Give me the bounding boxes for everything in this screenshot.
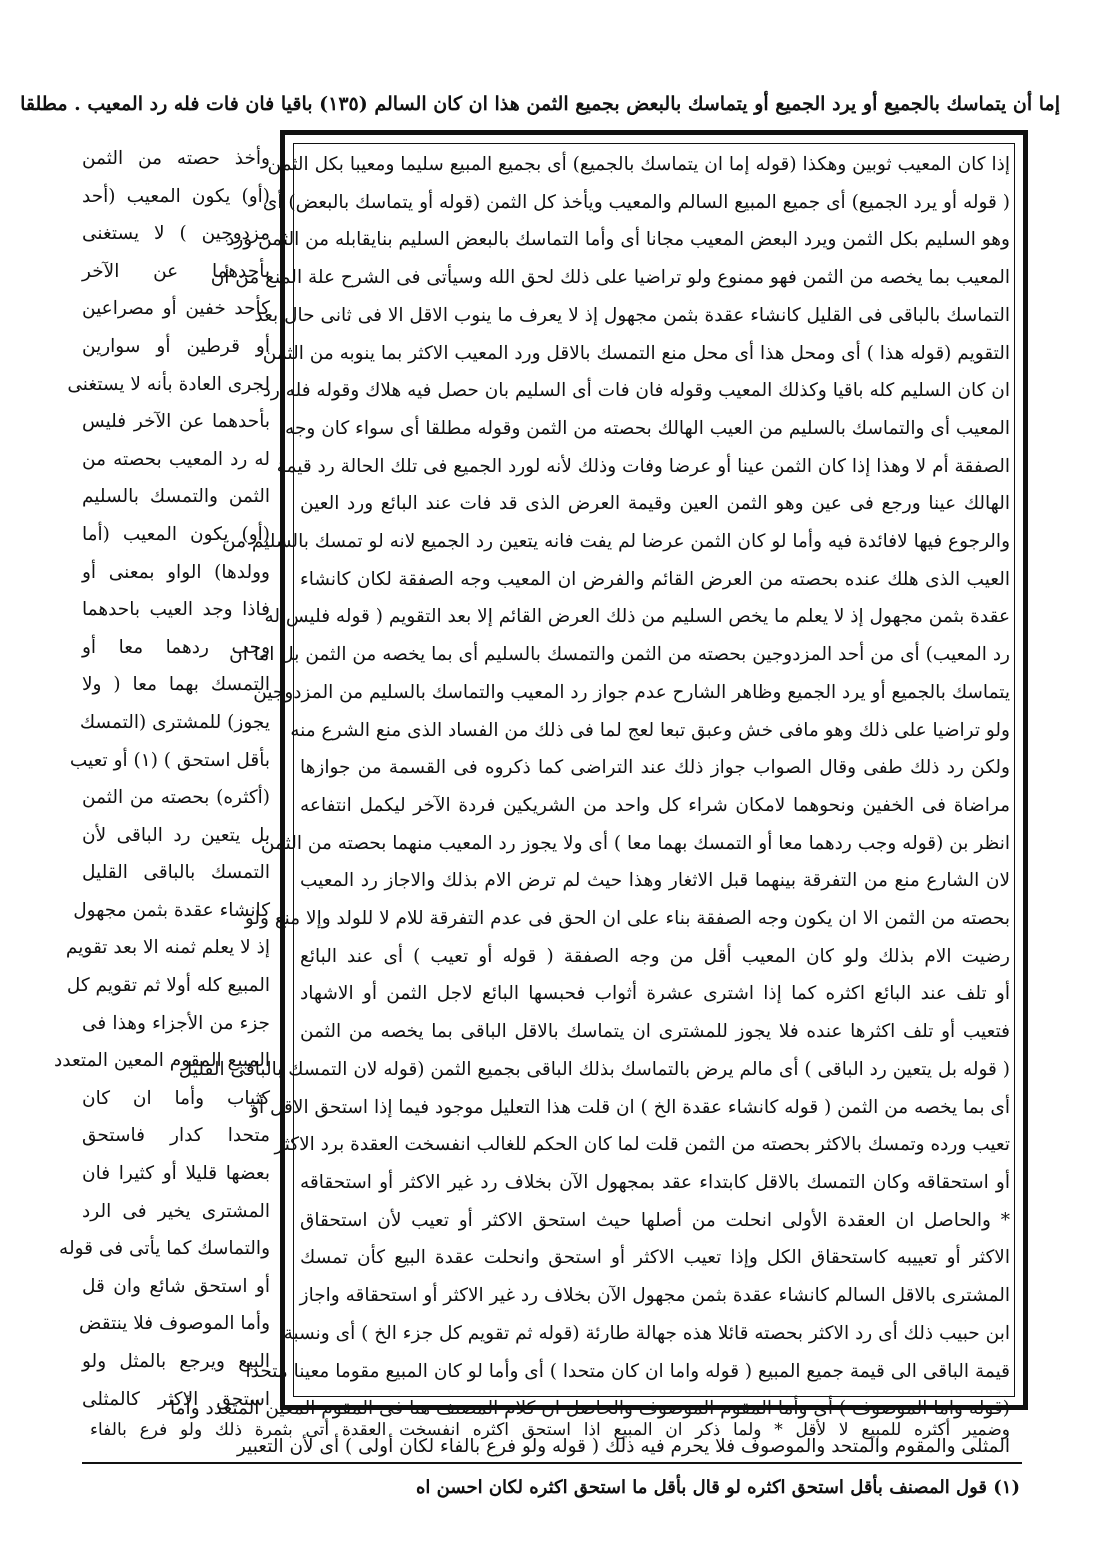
page-header: إما أن يتماسك بالجميع أو يرد الجميع أو يتماسك بالبعض بجميع الثمن هذا ان كان السالم (١٣٥) باقيا فان فات فله رد المعيب . مطلقا xyxy=(20,93,1060,115)
commentary-line: عقدة بثمن مجهول إذ لا يعلم ما يخص السليم من ذلك العرض القائم إلا بعد التقويم ( قوله فليس له xyxy=(264,606,1010,628)
commentary-line: رضيت الام بذلك ولو كان المعيب أقل من وجه الصفقة ( قوله أو تعيب ) أى عند البائع xyxy=(300,945,1010,967)
main-text-line: مزدوجين ) لا يستغنى xyxy=(82,223,270,245)
commentary-line: العيب الذى هلك عنده بحصته من العرض القائم والفرض ان المعيب وجه الصفقة لكان كانشاء xyxy=(300,568,1010,590)
commentary-line: ابن حبيب ذلك أى رد الاكثر بحصته قائلا هذه جهالة طارئة (قوله ثم تقويم كل جزء الخ ) أى ونسبة xyxy=(283,1322,1010,1344)
main-text-column xyxy=(54,140,270,1410)
commentary-line: مراضاة فى الخفين ونحوهما لامكان شراء كل واحد من الشريكين فردة الآخر ليكمل انتفاعه xyxy=(300,794,1010,816)
main-text-line: البيع ويرجع بالمثل ولو xyxy=(82,1351,270,1372)
commentary-line: أى بما يخصه من الثمن ( قوله كانشاء عقدة الخ ) ان قلت هذا التعليل موجود فيما إذا استحق الاقل أو xyxy=(250,1096,1010,1118)
main-text-line: بعضها قليلا أو كثيرا فان xyxy=(82,1163,270,1185)
main-text-line: المبيع كله أولا ثم تقويم كل xyxy=(66,975,270,997)
commentary-line: لان الشارع منع من التفرقة بينهما قبل الاثغار وهذا حيث لم ترض الام بذلك والاجاز رد المعيب xyxy=(300,870,1010,892)
commentary-line: وهو السليم بكل الثمن ويرد البعض المعيب مجانا أى وأما التماسك بالبعض السليم بنايقابله من الثمن ورد xyxy=(226,229,1010,251)
main-text-line: وأما الموصوف فلا ينتقض xyxy=(79,1313,270,1335)
main-text-line: بل يتعين رد الباقى لأن xyxy=(82,824,270,846)
main-text-line: الثمن والتمسك بالسليم xyxy=(82,486,270,508)
main-text-line: كثياب وأما ان كان xyxy=(82,1087,270,1109)
commentary-line: المعيب أى والتماسك بالسليم من العيب الهالك بحصته من الثمن وقوله مطلقا أى سواء كان وجه xyxy=(285,417,1010,439)
footnote-divider xyxy=(82,1462,1022,1464)
commentary-line: ان كان السليم كله باقيا وكذلك المعيب وقوله فان فات أى السليم بان حصل فيه هلاك وقوله فله رد xyxy=(262,380,1010,402)
commentary-line: إذا كان المعيب ثوبين وهكذا (قوله إما ان يتماسك بالجميع) أى بجميع المبيع سليما ومعيبا بكل الثمن xyxy=(267,154,1010,175)
main-text-line: وجب ردهما معا أو xyxy=(82,636,270,658)
commentary-line: التماسك بالباقى فى القليل كانشاء عقدة بثمن مجهول إذ لا يعرف ما ينوب الاقل الا فى ثانى حال بعد xyxy=(254,304,1010,326)
commentary-line: الهالك عينا ورجع فى عين وهو الثمن العين وقيمة العرض الذى قد فات عند البائع ورد العين xyxy=(300,493,1010,515)
main-text-line: التمسك بالباقى القليل xyxy=(82,862,270,884)
main-text-line: (أكثره) بحصته من الثمن xyxy=(82,787,270,809)
commentary-line: الصفقة أم لا وهذا إذا كان الثمن عينا أو عرضا وفات وذلك لأنه لورد الجميع فى تلك الحالة رد قيمة xyxy=(276,455,1010,477)
commentary-line: المعيب بما يخصه من الثمن فهو ممنوع ولو تراضيا على ذلك لحق الله وسيأتى فى الشرح علة المنع من أن xyxy=(210,267,1010,289)
commentary-line: ( قوله أو يرد الجميع) أى جميع المبيع السالم والمعيب ويأخذ كل الثمن (قوله أو يتماسك بالبعض) أى xyxy=(262,191,1010,213)
main-text-line: أو استحق شائع وان قل xyxy=(82,1275,270,1297)
commentary-line: يتماسك بالجميع أو يرد الجميع وظاهر الشارح عدم جواز رد المعيب والتماسك بالسليم من المزدوجين xyxy=(253,681,1010,703)
commentary-line: فتعيب أو تلف اكثرها عنده فلا يجوز للمشترى ان يتماسك بالاقل الباقى بما يخصه من الثمن xyxy=(300,1021,1010,1043)
main-text-line: استحق الاكثر كالمثلى xyxy=(82,1388,270,1410)
commentary-line: المثلى والمقوم والمتحد والموصوف فلا يحرم فيه ذلك ( قوله ولو فرع بالفاء لكان أولى ) أى لأن التعبير xyxy=(236,1435,1010,1457)
commentary-line: بحصته من الثمن الا ان يكون وجه الصفقة بناء على ان الحق فى عدم التفرقة للام لا للولد وإلا منع ولو xyxy=(244,908,1010,930)
commentary-line: الاكثر أو تعييبه كاستحقاق الكل وإذا تعيب الاكثر أو استحق وانحلت عقدة البيع كأن تمسك xyxy=(300,1247,1010,1269)
main-text-line: جزء من الأجزاء وهذا فى xyxy=(82,1012,270,1034)
commentary-line: أو استحقاقه وكان التمسك بالاقل كابتداء عقد بمجهول الآن بخلاف رد غير الاكثر أو استحقاقه xyxy=(300,1171,1010,1193)
main-text-line: والتماسك كما يأتى فى قوله xyxy=(59,1238,270,1260)
main-text-line: له رد المعيب بحصته من xyxy=(82,448,270,470)
commentary-line: * والحاصل ان العقدة الأولى انحلت من أصلها حيث استحق الاكثر أو تعيب لأن استحقاق xyxy=(300,1209,1010,1231)
main-text-line: المبيع المقوم المعين المتعدد xyxy=(54,1050,270,1072)
commentary-line: قيمة الباقى الى قيمة جميع المبيع ( قوله واما ان كان متحدا ) أى وأما لو كان المبيع مقوما معينا متحدا xyxy=(245,1360,1010,1382)
commentary-line: انظر بن (قوله وجب ردهما معا أو التمسك بهما معا ) أى ولا يجوز رد المعيب منهما بحصته من الثمن xyxy=(260,832,1010,854)
main-text-line: كأحد خفين أو مصراعين xyxy=(82,298,270,320)
main-text-line: بأحدهما عن الآخر xyxy=(82,260,270,282)
footnote: (١) قول المصنف بأقل استحق اكثره لو قال بأقل ما استحق اكثره لكان احسن اه xyxy=(415,1477,1020,1498)
main-text-line: لجرى العادة بأنه لا يستغنى xyxy=(67,373,270,395)
main-text-line: أو قرطين أو سوارين xyxy=(82,335,270,357)
main-text-line: المشترى يخير فى الرد xyxy=(82,1200,270,1222)
main-text-line: وأخذ حصته من الثمن xyxy=(82,148,270,169)
commentary-line: تعيب ورده وتمسك بالاكثر بحصته من الثمن قلت لما كان الحكم للغالب انفسخت العقدة برد الاكثر xyxy=(274,1134,1010,1156)
commentary-line: المشترى بالاقل السالم كانشاء عقدة بثمن مجهول الآن بخلاف رد غير الاكثر أو استحقاقه واجاز xyxy=(299,1285,1010,1307)
main-text-continuation: وضمير أكثره للمبيع لا لأقل * ولما ذكر ان المبيع اذا استحق اكثره انفسخت العقدة أتى بثمرة ذلك ولو فرع بالفاء xyxy=(90,1420,1010,1440)
main-text-line: بأحدهما عن الآخر فليس xyxy=(82,411,270,433)
main-text-line: يجوز) للمشترى (التمسك xyxy=(79,711,270,733)
main-text-line: متحدا كدار فاستحق xyxy=(82,1125,270,1147)
main-text-line: التمسك بهما معا ( ولا xyxy=(82,674,270,696)
main-text-line: فاذا وجد العيب باحدهما xyxy=(82,599,270,621)
commentary-line: ( قوله بل يتعين رد الباقى ) أى مالم يرض بالتماسك بذلك الباقى بجميع الثمن (قوله لان التمسك بالباقى القليل xyxy=(178,1058,1010,1080)
commentary-line: والرجوع فيها لافائدة فيه وأما لو كان الثمن عرضا لم يفت فانه يتعين رد الجميع لانه لو تمسك بالسليم من xyxy=(222,531,1010,553)
main-text-line: كانشاء عقدة بثمن مجهول xyxy=(73,899,270,921)
main-text-line: (أو) يكون المعيب (أحد xyxy=(82,185,270,207)
commentary-line: ولو تراضيا على ذلك وهو مافى خش وعبق تبعا لعج لما فى ذلك من الفساد الذى منع الشرع منه xyxy=(290,719,1010,741)
main-text-line: إذ لا يعلم ثمنه الا بعد تقويم xyxy=(65,937,270,959)
main-text-line: وولدها) الواو بمعنى أو xyxy=(82,561,270,583)
commentary-line: التقويم (قوله هذا ) أى ومحل هذا أى محل منع التمسك بالاقل ورد المعيب الاكثر بما ينوبه من الثمن xyxy=(262,342,1010,364)
commentary-line: ولكن رد ذلك طفى وقال الصواب جواز ذلك عند التراضى كما ذكروه فى القسمة من جوازها xyxy=(300,757,1010,779)
commentary-line: (قوله واما الموصوف ) أى وأما المقوم الموصوف والحاصل ان كلام المصنف هنا فى المقوم المعين المتعدد وأما xyxy=(170,1398,1010,1420)
commentary-line: رد المعيب) أى من أحد المزدوجين بحصته من الثمن والتمسك بالسليم أى بما يخصه من الثمن بل اما ان xyxy=(229,644,1010,666)
main-text-line: بأقل استحق ) (١) أو تعيب xyxy=(69,749,270,771)
main-text-line: (أو) يكون المعيب (أما xyxy=(82,523,270,545)
commentary-line: أو تلف عند البائع اكثره كما إذا اشترى عشرة أثواب فحبسها البائع لاجل الثمن أو الاشهاد xyxy=(300,983,1010,1005)
